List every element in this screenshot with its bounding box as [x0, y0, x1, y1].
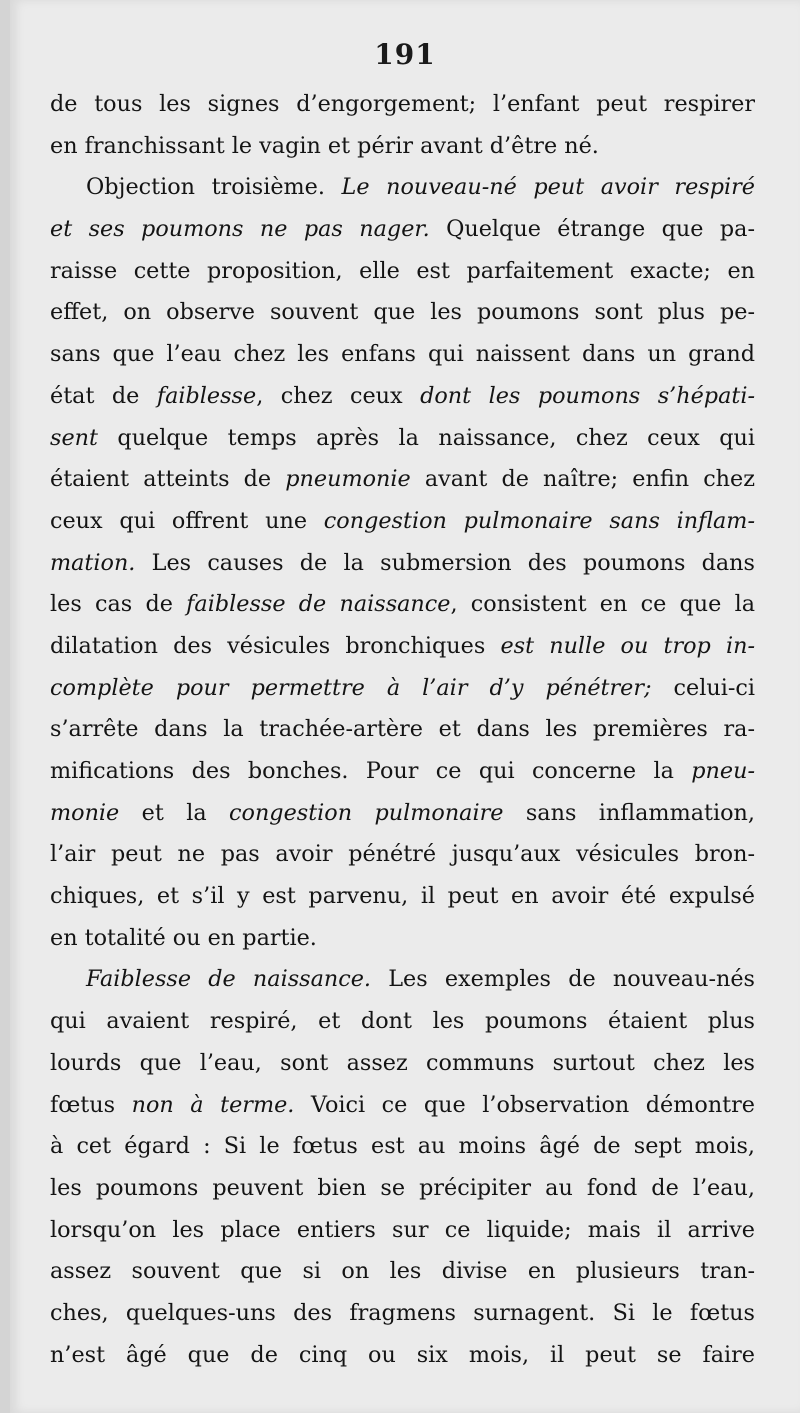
text-segment: quelque temps après la naissance, chez ceux qui — [97, 424, 755, 451]
text-segment: s’arrête dans la trachée-artère et dans les premières ra- — [50, 716, 755, 743]
text-line — [50, 167, 755, 209]
text-line — [50, 251, 755, 293]
italic-text: et ses poumons ne pas nager. — [50, 216, 430, 243]
text-segment: les poumons peuvent bien se précipiter au fond de l’eau, — [50, 1174, 755, 1201]
text-line — [50, 501, 755, 543]
text-segment: n’est âgé que de cinq ou six mois, il peut se faire — [50, 1341, 755, 1368]
italic-text: complète pour permettre à l’air d’y pénétrer; — [50, 674, 652, 701]
text-segment: qui avaient respiré, et dont les poumons étaient plus — [50, 1008, 755, 1035]
text-line — [50, 709, 755, 751]
text-segment: assez souvent que si on les divise en plusieurs tran- — [50, 1258, 755, 1285]
text-line — [50, 418, 755, 460]
text-segment: l’air peut ne pas avoir pénétré jusqu’aux vésicules bron- — [50, 841, 755, 868]
text-segment: Quelque étrange que pa- — [429, 216, 755, 243]
italic-text: faiblesse — [156, 382, 257, 409]
text-segment: en totalité ou en partie. — [50, 924, 317, 951]
text-block — [50, 84, 755, 1376]
text-line — [50, 543, 755, 585]
page-number: 191 — [374, 38, 436, 71]
text-segment: en franchissant le vagin et périr avant d’être né. — [50, 132, 599, 159]
text-line — [50, 459, 755, 501]
italic-text: congestion pulmonaire — [229, 799, 504, 826]
text-line — [50, 84, 755, 126]
text-segment: effet, on observe souvent que les poumons sont plus pe- — [50, 299, 755, 326]
text-segment: sans que l’eau chez les enfans qui naissent dans un grand — [50, 341, 755, 368]
text-line — [50, 918, 755, 960]
text-line — [50, 876, 755, 918]
book-page — [10, 0, 800, 1413]
text-line — [50, 1210, 755, 1252]
text-segment: , chez ceux — [256, 382, 421, 409]
text-segment: dilatation des vésicules bronchiques — [50, 632, 501, 659]
text-segment: ceux qui offrent une — [50, 507, 324, 534]
text-segment: mifications des bonches. Pour ce qui concerne la — [50, 758, 692, 784]
text-line — [50, 1001, 755, 1043]
text-segment: avant de naître; enfin chez — [410, 466, 755, 493]
text-line — [50, 959, 755, 1001]
text-segment: de tous les signes d’engorgement; l’enfant peut respirer — [50, 91, 755, 117]
text-segment: sans inflammation, — [503, 799, 755, 826]
page-body-text — [50, 84, 755, 1376]
text-line — [50, 376, 755, 418]
italic-text: pneu- — [691, 758, 755, 784]
text-segment: , consistent en ce que la — [450, 591, 755, 618]
text-segment: Objection troisième. — [86, 174, 342, 201]
text-line — [50, 751, 755, 793]
text-segment: les cas de — [50, 591, 187, 618]
text-line — [50, 1085, 755, 1127]
text-line — [50, 1168, 755, 1210]
text-line — [50, 1293, 755, 1335]
text-segment: lorsqu’on les place entiers sur ce liquide; mais il arrive — [50, 1216, 755, 1243]
text-line — [50, 334, 755, 376]
text-line — [50, 834, 755, 876]
italic-text: congestion pulmonaire sans inflam- — [323, 507, 755, 534]
text-segment: Les causes de la submersion des poumons dans — [135, 549, 755, 576]
text-line — [50, 209, 755, 251]
italic-text: mation. — [50, 549, 136, 576]
italic-text: Le nouveau-né peut avoir respiré — [341, 174, 755, 201]
text-segment: chiques, et s’il y est parvenu, il peut en avoir été expulsé — [50, 883, 755, 910]
text-line — [50, 1043, 755, 1085]
text-line — [50, 1251, 755, 1293]
text-line — [50, 626, 755, 668]
text-segment: celui-ci — [651, 674, 755, 701]
text-line — [50, 292, 755, 334]
text-segment: et la — [119, 799, 230, 826]
text-segment: fœtus — [50, 1091, 132, 1118]
italic-text: est nulle ou trop in- — [500, 632, 755, 659]
text-segment: Les exemples de nouveau-nés — [371, 966, 755, 993]
text-segment: étaient atteints de — [50, 466, 286, 493]
italic-text: sent — [50, 424, 98, 451]
text-segment: ches, quelques-uns des fragmens surnagent. Si le fœtus — [50, 1299, 755, 1326]
text-segment: à cet égard : Si le fœtus est au moins âgé de sept mois, — [50, 1133, 755, 1160]
text-line — [50, 793, 755, 835]
italic-text: monie — [50, 799, 120, 826]
text-segment: Voici ce que l’observation démontre — [294, 1091, 755, 1118]
italic-text: non à terme. — [131, 1091, 295, 1118]
text-segment: raisse cette proposition, elle est parfaitement exacte; en — [50, 257, 755, 284]
italic-text: Faiblesse de naissance. — [86, 966, 372, 993]
text-line — [50, 668, 755, 710]
text-line — [50, 1335, 755, 1377]
text-line — [50, 126, 755, 168]
text-segment: état de — [50, 382, 157, 409]
italic-text: pneumonie — [285, 466, 411, 493]
text-line — [50, 584, 755, 626]
text-line — [50, 1126, 755, 1168]
italic-text: dont les poumons s’hépati- — [420, 382, 755, 409]
text-segment: lourds que l’eau, sont assez communs surtout chez les — [50, 1049, 755, 1076]
italic-text: faiblesse de naissance — [186, 591, 451, 618]
